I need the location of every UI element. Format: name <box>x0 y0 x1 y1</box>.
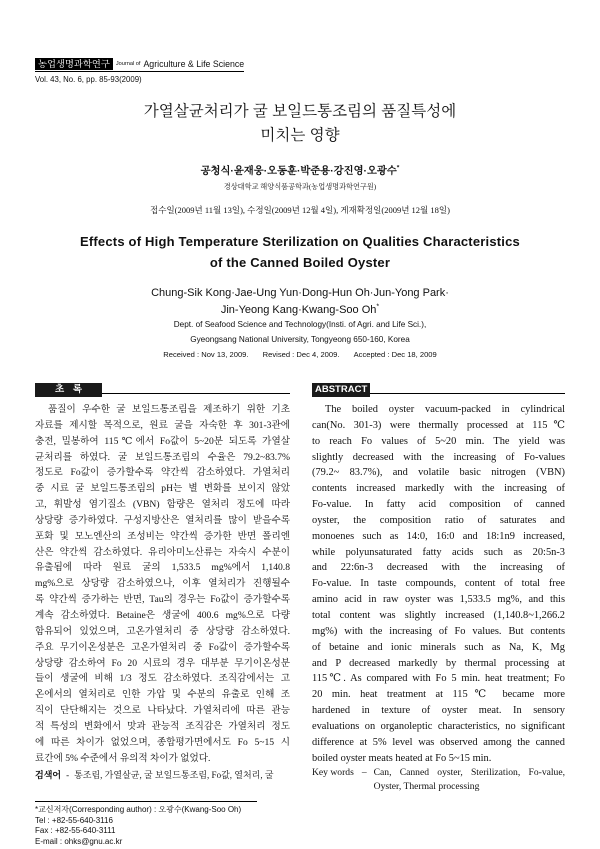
footnote-rule <box>35 801 257 802</box>
abstract-en-line: (79.2~ 83.7%), and volatile basic nitrogen (VBN) <box>312 467 565 479</box>
abstract-ko-line: 상당량 증가하였다. 구성지방산은 열처리를 많이 받을수록 <box>35 514 290 526</box>
journal-header <box>35 58 244 72</box>
keywords-en <box>312 766 565 794</box>
dates-ko: 접수일(2009년 11월 13일), 수정일(2009년 12월 4일), 게재확정일(2009년 12월 18일) <box>150 205 450 215</box>
abstract-ko-line: 고, 휘발성 염기질소 (VBN) 함량은 열처리 정도에 따라 <box>35 499 290 511</box>
corresponding-author: *교신저자(Corresponding author) : 오광수(Kwang-Soo Oh) <box>35 805 242 814</box>
abstract-ko-line: 에 따른 차이가 없었으며, 종합평가면에서도 Fo 5~15 시 <box>35 736 290 748</box>
authors-en <box>0 285 600 319</box>
received-date: Received : Nov 13, 2009. <box>163 350 249 359</box>
abstract-en-line: mg%) with the increasing of Fo values. But contents <box>312 625 565 637</box>
keywords-ko-label: 검색어 <box>35 770 62 780</box>
abstract-ko-line: 포화 및 모노엔산의 조성비는 약간씩 증가한 반면 폴리엔 <box>35 530 290 542</box>
abstract-en-line: and P decreased markedly by thermal processing at <box>312 657 565 669</box>
abstract-en-heading-label: ABSTRACT <box>312 383 370 397</box>
abstract-ko-line: 중 시료 굴 보일드통조림의 pH는 별 변화를 보이지 않았 <box>35 483 290 495</box>
email: E-mail : ohks@gnu.ac.kr <box>35 836 123 846</box>
title-ko-line: 가열살균처리가 굴 보일드통조림의 품질특성에 <box>143 103 457 120</box>
affiliation-en-line: Dept. of Seafood Science and Technology(Insti. of Agri. and Life Sci.), <box>173 320 427 329</box>
abstract-ko-line: 록 약간씩 증가하는 반면, Tau의 경우는 Fo값이 증가할수록 <box>35 594 290 606</box>
affiliation-ko: 경상대학교 해양식품공학과(농업생명과학연구원) <box>223 183 377 191</box>
abstract-en-line: while polyunsaturated fatty acids such as 20:5n-3 <box>312 546 565 558</box>
abstract-en-line: The boiled oyster vacuum-packed in cylindrical <box>325 404 565 415</box>
abstract-en-line: 115℃. As compared with Fo 5 min. heat treatment; Fo <box>312 673 565 685</box>
affiliation-en-line: Gyeongsang National University, Tongyeong 650-160, Korea <box>190 335 410 344</box>
authors-ko-names: 공청식·윤재웅·오동훈·박준용·강진영·오광수 <box>200 166 397 177</box>
abstract-en-line: oyster, the composition ratio of saturates and <box>312 514 565 526</box>
abstract-en-body <box>312 402 565 766</box>
abstract-en-line: to reach Fo values of 5~20 min. The yield was <box>312 435 565 447</box>
abstract-ko-heading-label: 초 록 <box>35 383 102 397</box>
abstract-en-heading <box>312 379 565 394</box>
abstract-en-line: of betaine and ionic minerals such as Na, K, Mg <box>312 641 565 653</box>
abstract-en-line: boiled oyster meats heated at Fo 5~15 min. <box>312 752 492 764</box>
abstract-en-line: monoenes such as 14:0, 16:0 and 18:1n9 increased, <box>312 530 565 542</box>
abstract-ko-line: 적 특성의 변화에서 맛과 관능적 조직감은 가열처리 정도 <box>35 720 290 732</box>
keywords-en-separator: – <box>361 767 367 778</box>
keywords-en-list: Can, Canned oyster, Sterilization, Fo-value, Oyster, Thermal processing <box>373 767 565 792</box>
title-en-line: Effects of High Temperature Sterilization on Qualities Characteristics <box>80 234 520 249</box>
abstract-ko-line: 온에서의 열처리로 인한 가압 및 수분의 유출로 인해 조 <box>35 689 290 701</box>
authors-ko <box>0 165 600 179</box>
footnote <box>35 805 241 847</box>
abstract-ko-line: 유출됨에 따라 원료 굴의 1,533.5 mg%에서 1,140.8 <box>35 562 290 574</box>
abstract-en-line: 20 min. heat treatment at 115℃ became more <box>312 689 565 701</box>
abstract-en-line: Fo-value. In taste compounds, content of total free <box>312 578 565 590</box>
abstract-en-line: evaluations on organoleptic characteristics, no significant <box>312 720 565 732</box>
keywords-en-label: Key words <box>312 767 354 778</box>
revised-date: Revised : Dec 4, 2009. <box>262 350 340 359</box>
abstract-ko-line: 함유되어 있었으며, 고온가열처리 중 상당량 감소하였다. <box>35 625 290 637</box>
title-en-line: of the Canned Boiled Oyster <box>209 255 391 270</box>
abstract-ko-line: 계속 감소하였다. Betaine은 생굴에 400.6 mg%으로 다량 <box>35 609 290 621</box>
abstract-ko-line: 균처리를 하였다. 굴 보일드통조림의 수율은 79.2~83.7% <box>35 451 290 463</box>
corresponding-mark: * <box>376 302 380 311</box>
abstract-en-line: total content was slightly increased (1,140.8~1,266.2 <box>312 609 565 621</box>
corresponding-mark: * <box>396 164 400 172</box>
telephone: Tel : +82-55-640-3116 <box>35 815 113 825</box>
abstract-ko-body <box>35 402 290 766</box>
abstract-ko-line: 직이 단단해지는 것으로 나타났다. 가열처리에 따른 관능 <box>35 705 290 717</box>
title-ko <box>0 100 600 148</box>
abstract-en-line: and 22:6n-3 decreased with the increasing of <box>312 562 565 574</box>
title-ko-line: 미치는 영향 <box>260 127 340 144</box>
abstract-ko-line: 산은 약간씩 감소하였다. 유리아미노산류는 자숙시 수분이 <box>35 546 290 558</box>
abstract-ko-line: 품질이 우수한 굴 보일드통조림을 제조하기 위한 기초 <box>48 404 290 415</box>
keywords-ko <box>35 768 290 782</box>
authors-en-line: Chung-Sik Kong·Jae-Ung Yun·Dong-Hun Oh·Jun-Yong Park· <box>151 287 449 299</box>
abstract-en-line: contents increased markedly with the increasing of <box>312 483 565 495</box>
abstract-ko-line: 자료를 제시할 목적으로, 원료 굴을 자숙한 후 301-3관에 <box>35 419 290 431</box>
manuscript-history <box>0 349 600 361</box>
accepted-date: Accepted : Dec 18, 2009 <box>353 350 437 359</box>
abstract-ko-line: 료간에 5% 수준에서 유의적 차이가 없었다. <box>35 752 211 764</box>
abstract-en-line: difference at 5% level was observed among the canned <box>312 736 565 748</box>
abstract-en-line: Fo-value. In fatty acid composition of canned <box>312 499 565 511</box>
abstract-en-line: can(No. 301-3) were thermally processed at 115℃ <box>312 419 565 431</box>
abstract-ko-heading <box>35 379 290 394</box>
authors-en-names: Jin-Yeong Kang·Kwang-Soo Oh <box>220 304 377 316</box>
abstract-ko-line: mg%으로 상당량 감소하였으나, 이후 열처리가 진행될수 <box>35 578 290 590</box>
volume-info: Vol. 43, No. 6, pp. 85-93(2009) <box>35 75 142 84</box>
abstract-ko-line: 주요 무기이온성분은 고온가열처리 중 Fo값이 증가할수록 <box>35 641 290 653</box>
fax: Fax : +82-55-640-3111 <box>35 826 116 836</box>
affiliation-en <box>0 317 600 347</box>
journal-of-label: Journal of <box>115 61 141 67</box>
abstract-ko-line: 상당량 감소하여 Fo 20 시료의 경우 대부분 무기이온성분 <box>35 657 290 669</box>
abstract-en-line: amino acid in raw oyster was 1,533.5 mg%, and this <box>312 594 565 606</box>
keywords-ko-list: 통조림, 가열살균, 굴 보일드통조림, Fo값, 열처리, 굴 <box>74 770 274 780</box>
abstract-ko-line: 정도로 Fo값이 증가할수록 약간씩 감소하였다. 가열처리 <box>35 467 290 479</box>
abstract-ko-line: 충전, 밀봉하여 115℃에서 Fo값이 5~20분 되도록 가열살 <box>35 435 290 447</box>
journal-name-en: Agriculture & Life Science <box>143 59 245 69</box>
abstract-en-line: hardened in texture of oyster meat. In sensory <box>312 705 565 717</box>
title-en <box>0 231 600 273</box>
abstract-en-line: slightly decreased with the increasing of Fo-values <box>312 451 565 463</box>
journal-name-ko: 농업생명과학연구 <box>35 58 113 70</box>
abstract-ko-line: 들이 생굴에 비해 1/3 정도 감소하였다. 조직감에서는 고 <box>35 673 290 685</box>
keywords-ko-separator: - <box>66 770 70 780</box>
